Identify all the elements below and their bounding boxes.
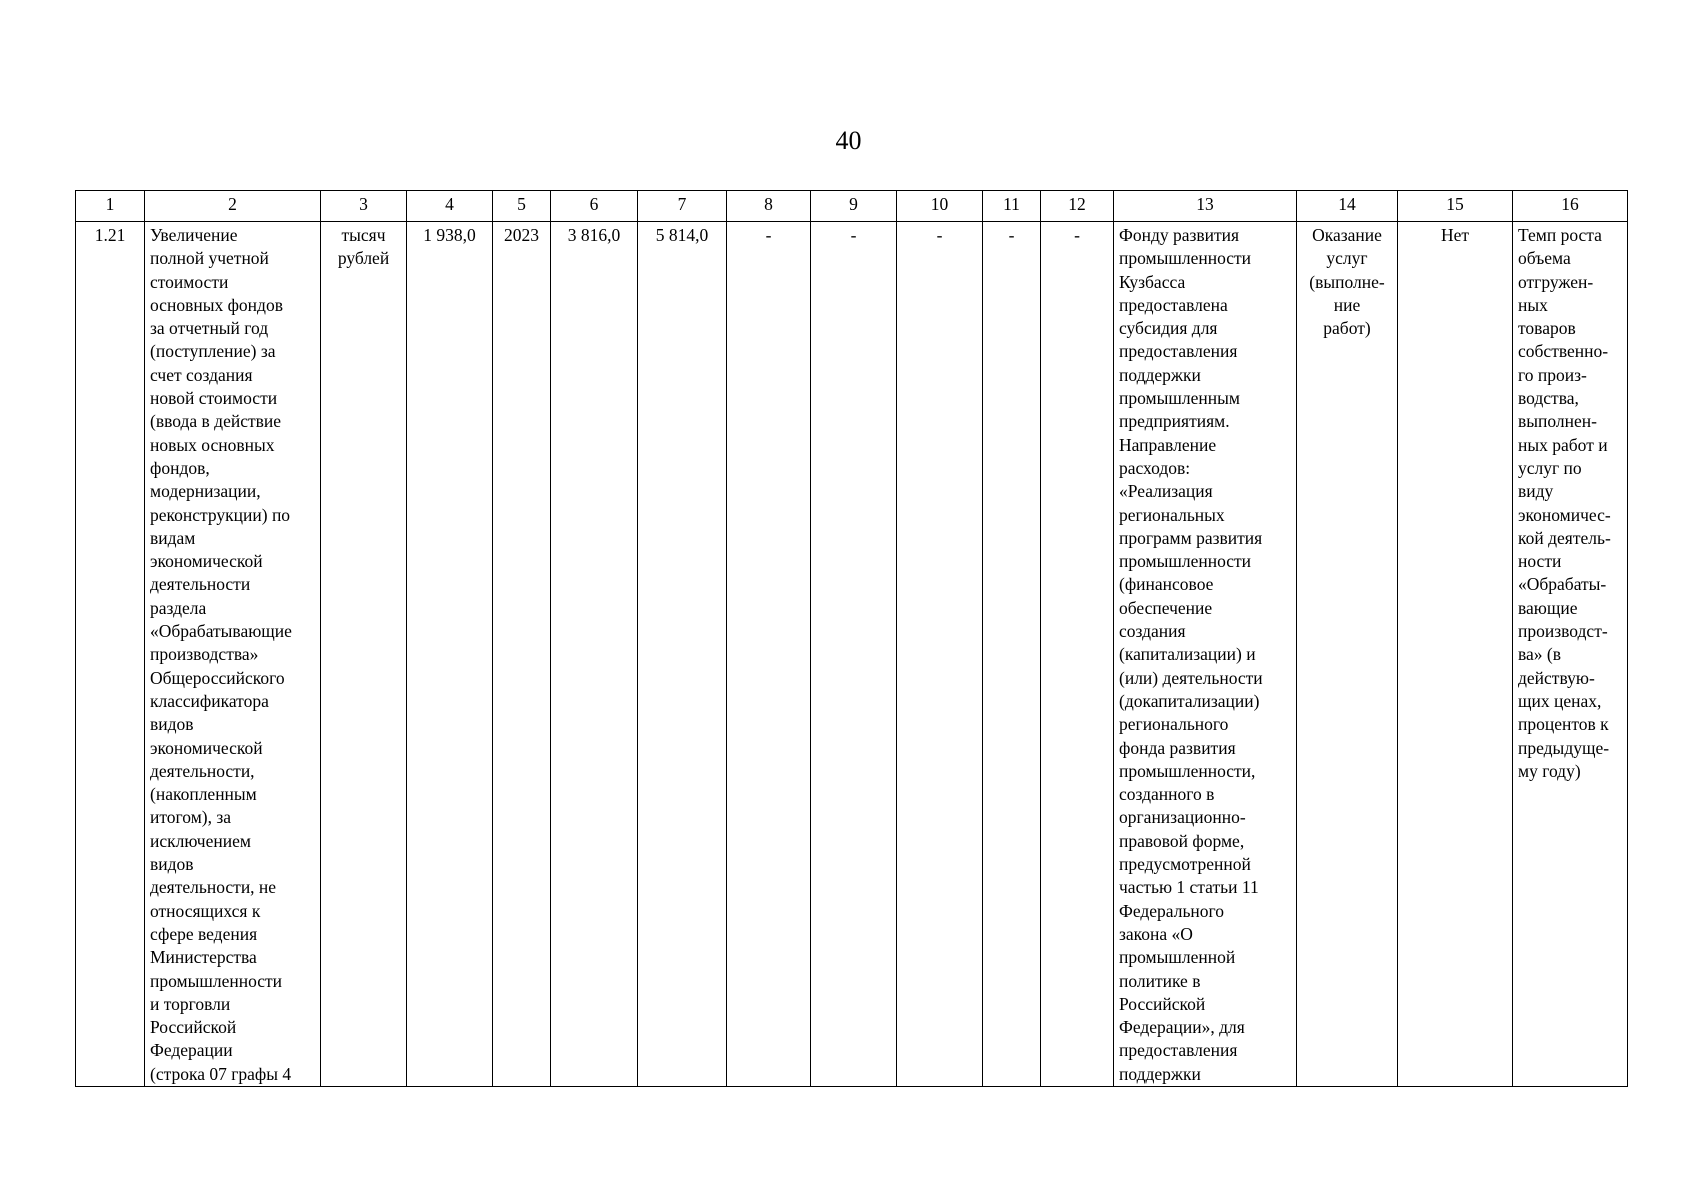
flag-cell: Нет <box>1398 222 1513 1087</box>
value-cell-7: 5 814,0 <box>638 222 727 1087</box>
activity-type-cell: Оказание услуг (выполне- ние работ) <box>1297 222 1398 1087</box>
table-row <box>76 222 1628 1087</box>
column-header: 7 <box>638 191 727 222</box>
page-number: 40 <box>835 126 862 155</box>
column-header: 11 <box>983 191 1041 222</box>
value-cell-11: - <box>983 222 1041 1087</box>
header-row <box>76 191 1628 222</box>
result-indicator-cell: Темп роста объема отгружен- ных товаров собственно- го произ- водства, выполнен- ных работ и услуг по виду экономичес- кой деятель- ности «Обрабаты- вающие производст- ва» (в действую- щих ценах, процентов к предыдуще- му году) <box>1513 222 1628 1087</box>
column-header: 5 <box>493 191 551 222</box>
column-header: 12 <box>1041 191 1114 222</box>
value-cell-10: - <box>897 222 983 1087</box>
column-header: 8 <box>727 191 811 222</box>
column-header: 3 <box>321 191 407 222</box>
indicator-name-cell: Увеличение полной учетной стоимости основных фондов за отчетный год (поступление) за счет создания новой стоимости (ввода в действие новых основных фондов, модернизации, реконструкции) по видам экономической деятельности раздела «Обрабатывающие производства» Общероссийского классификатора видов экономической деятельности, (накопленным итогом), за исключением видов деятельности, не относящихся к сфере ведения Министерства промышленности и торговли Российской Федерации (строка 07 графы 4 <box>145 222 321 1087</box>
column-header: 16 <box>1513 191 1628 222</box>
column-header: 10 <box>897 191 983 222</box>
unit-cell: тысяч рублей <box>321 222 407 1087</box>
indicators-table <box>75 190 1628 1087</box>
row-number-cell: 1.21 <box>76 222 145 1087</box>
measure-description-cell: Фонду развития промышленности Кузбасса предоставлена субсидия для предоставления поддержки промышленным предприятиям. Направление расходов: «Реализация региональных программ развития промышленности (финансовое обеспечение создания (капитализации) и (или) деятельности (докапитализации) регионального фонда развития промышленности, созданного в организационно- правовой форме, предусмотренной частью 1 статьи 11 Федерального закона «О промышленной политике в Российской Федерации», для предоставления поддержки <box>1114 222 1297 1087</box>
value-cell-12: - <box>1041 222 1114 1087</box>
column-header: 14 <box>1297 191 1398 222</box>
column-header: 9 <box>811 191 897 222</box>
year-cell: 2023 <box>493 222 551 1087</box>
column-header: 6 <box>551 191 638 222</box>
column-header: 4 <box>407 191 493 222</box>
value-cell-9: - <box>811 222 897 1087</box>
value-cell-6: 3 816,0 <box>551 222 638 1087</box>
value-cell-8: - <box>727 222 811 1087</box>
column-header: 15 <box>1398 191 1513 222</box>
column-header: 2 <box>145 191 321 222</box>
column-header: 13 <box>1114 191 1297 222</box>
base-value-cell: 1 938,0 <box>407 222 493 1087</box>
column-header: 1 <box>76 191 145 222</box>
